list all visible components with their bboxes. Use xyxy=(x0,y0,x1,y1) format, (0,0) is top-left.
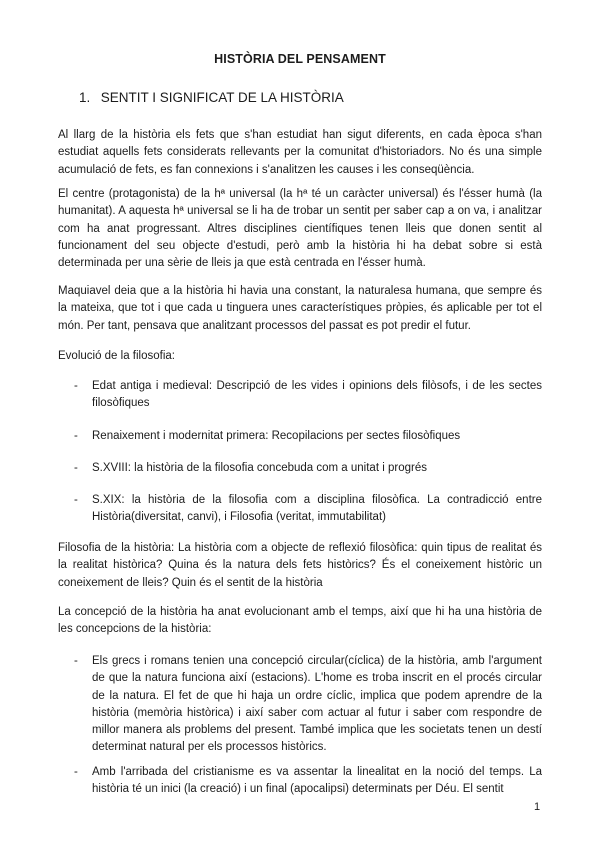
bullet-dash: - xyxy=(74,494,78,506)
paragraph-universal-history: El centre (protagonista) de la hª universal (la hª té un caràcter universal) és l'ésser humà (la humanitat). A aquesta hª universal se li ha de trobar un sentit per saber cap a on va, i analitzar com ha anat progressant. Altres disciplines científiques tenen lleis que donen sentit al funcionament del seu objecte d'estudi, però amb la història hi ha debat sobre si està determinada per una sèrie de lleis ja que està centrada en l'ésser humà. xyxy=(58,188,542,270)
list-item-text: S.XIX: la història de la filosofia com a disciplina filosòfica. La contradicció entre Història(diversitat, canvi), i Filosofia (veritat, immutabilitat) xyxy=(92,494,542,524)
list-item-text: Amb l'arribada del cristianisme es va assentar la linealitat en la noció del temps. La història té un inici (la creació) i un final (apocalipsi) determinats per Déu. El sentit xyxy=(92,766,542,796)
bullet-dash: - xyxy=(74,430,78,442)
bullet-dash: - xyxy=(74,380,78,392)
list-item xyxy=(58,378,542,413)
bullet-dash: - xyxy=(74,655,78,667)
bullet-dash: - xyxy=(74,766,78,778)
paragraph-intro: Al llarg de la història els fets que s'han estudiat han sigut diferents, en cada època s'han estudiat aquells fets considerats rellevants per la comunitat d'historiadors. No és una simple acumulació de fets, es fan connexions i s'analitzen les causes i les conseqüència. xyxy=(58,129,542,176)
list-item xyxy=(58,460,542,477)
paragraph-machiavelli: Maquiavel deia que a la història hi havia una constant, la naturalesa humana, que sempre és la mateixa, que tot i que cada u tinguera unes característiques pròpies, és aplicable per tot el món. Per tant, pensava que analitzant processos del passat es pot predir el futur. xyxy=(58,285,542,332)
list-item-text: Renaixement i modernitat primera: Recopilacions per sectes filosòfiques xyxy=(92,430,461,442)
page-number: 1 xyxy=(534,801,541,813)
section-heading xyxy=(79,90,344,105)
list-item-text: S.XVIII: la història de la filosofia concebuda com a unitat i progrés xyxy=(92,462,427,474)
paragraph-philosophy-of-history: Filosofia de la història: La història com a objecte de reflexió filosòfica: quin tipus de realitat és la realitat històrica? Quina és la natura dels fets històrics? És el coneixement històric un coneixement de lleis? Quin és el sentit de la història xyxy=(58,542,542,589)
document-title: HISTÒRIA DEL PENSAMENT xyxy=(214,52,386,66)
list-item xyxy=(58,428,542,445)
bullet-dash: - xyxy=(74,462,78,474)
paragraph-evolution-heading: Evolució de la filosofia: xyxy=(58,350,175,362)
paragraph-conception-heading: La concepció de la història ha anat evolucionant amb el temps, així que hi ha una història de les concepcions de la història: xyxy=(58,606,542,636)
list-item-text: Els grecs i romans tenien una concepció circular(cíclica) de la història, amb l'argument de que la natura funciona així (estacions). L'home es troba inscrit en el procés circular de la natura. El fet de que hi haja un ordre cíclic, implica que podem aprendre de la història (memòria històrica) i així saber com actuar al futur i saber com respondre de millor manera als problems del present. També implica que les societats tenen un destí determinat natural per els processos històrics. xyxy=(92,655,542,754)
list-item xyxy=(58,764,542,799)
section-number: 1. xyxy=(79,90,91,105)
list-item xyxy=(58,653,542,757)
list-item-text: Edat antiga i medieval: Descripció de les vides i opinions dels filòsofs, i de les sectes filosòfiques xyxy=(92,380,542,410)
list-item xyxy=(58,492,542,527)
section-title: SENTIT I SIGNIFICAT DE LA HISTÒRIA xyxy=(100,90,344,105)
